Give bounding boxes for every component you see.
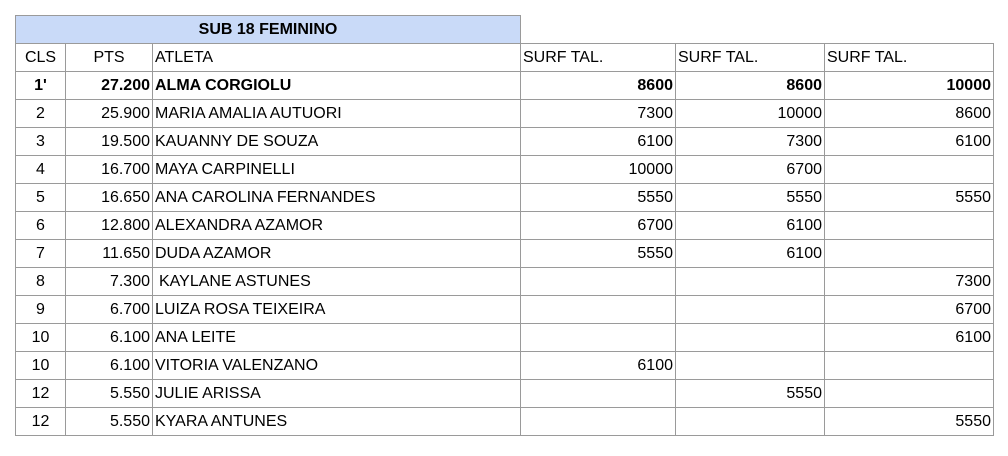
category-title: SUB 18 FEMININO — [16, 16, 521, 44]
cell-cls: 1' — [16, 72, 66, 100]
table-row — [16, 268, 994, 296]
cell-event-3: 8600 — [825, 100, 994, 128]
cell-cls: 10 — [16, 324, 66, 352]
cell-cls: 9 — [16, 296, 66, 324]
cell-cls: 8 — [16, 268, 66, 296]
cell-event-2: 6100 — [676, 240, 825, 268]
cell-cls: 3 — [16, 128, 66, 156]
ranking-sheet — [15, 15, 994, 436]
cell-event-3: 7300 — [825, 268, 994, 296]
cell-event-1: 6700 — [521, 212, 676, 240]
header-atleta: ATLETA — [153, 44, 521, 72]
cell-athlete: ALEXANDRA AZAMOR — [153, 212, 521, 240]
title-row-blank — [521, 16, 994, 44]
cell-athlete: ANA LEITE — [153, 324, 521, 352]
header-event-1: SURF TAL. — [521, 44, 676, 72]
cell-cls: 5 — [16, 184, 66, 212]
cell-event-3: 6100 — [825, 324, 994, 352]
cell-pts: 7.300 — [66, 268, 153, 296]
cell-event-2 — [676, 268, 825, 296]
cell-pts: 5.550 — [66, 380, 153, 408]
cell-event-2: 6700 — [676, 156, 825, 184]
cell-athlete: MAYA CARPINELLI — [153, 156, 521, 184]
cell-cls: 12 — [16, 380, 66, 408]
cell-athlete: VITORIA VALENZANO — [153, 352, 521, 380]
table-row — [16, 100, 994, 128]
cell-event-1: 6100 — [521, 128, 676, 156]
cell-event-1 — [521, 380, 676, 408]
cell-pts: 6.100 — [66, 324, 153, 352]
cell-event-1: 5550 — [521, 184, 676, 212]
cell-event-2: 6100 — [676, 212, 825, 240]
ranking-table — [15, 15, 994, 436]
table-row — [16, 352, 994, 380]
cell-athlete: LUIZA ROSA TEIXEIRA — [153, 296, 521, 324]
cell-pts: 11.650 — [66, 240, 153, 268]
table-row — [16, 184, 994, 212]
header-pts: PTS — [66, 44, 153, 72]
cell-cls: 6 — [16, 212, 66, 240]
cell-event-3: 5550 — [825, 184, 994, 212]
cell-event-2 — [676, 352, 825, 380]
cell-cls: 10 — [16, 352, 66, 380]
cell-event-3: 5550 — [825, 408, 994, 436]
cell-event-2: 10000 — [676, 100, 825, 128]
title-row — [16, 16, 994, 44]
cell-pts: 16.700 — [66, 156, 153, 184]
cell-cls: 7 — [16, 240, 66, 268]
cell-athlete: MARIA AMALIA AUTUORI — [153, 100, 521, 128]
cell-event-1: 5550 — [521, 240, 676, 268]
cell-event-1: 8600 — [521, 72, 676, 100]
table-row — [16, 408, 994, 436]
cell-event-2 — [676, 408, 825, 436]
cell-event-2: 5550 — [676, 380, 825, 408]
cell-event-2: 7300 — [676, 128, 825, 156]
header-event-2: SURF TAL. — [676, 44, 825, 72]
cell-event-2: 5550 — [676, 184, 825, 212]
cell-event-3: 6100 — [825, 128, 994, 156]
cell-pts: 19.500 — [66, 128, 153, 156]
table-row — [16, 156, 994, 184]
table-row — [16, 72, 994, 100]
cell-event-3 — [825, 380, 994, 408]
table-row — [16, 240, 994, 268]
table-row — [16, 324, 994, 352]
cell-event-3 — [825, 240, 994, 268]
cell-event-3: 6700 — [825, 296, 994, 324]
cell-pts: 25.900 — [66, 100, 153, 128]
cell-pts: 12.800 — [66, 212, 153, 240]
cell-event-1: 6100 — [521, 352, 676, 380]
cell-athlete: KYARA ANTUNES — [153, 408, 521, 436]
cell-athlete: DUDA AZAMOR — [153, 240, 521, 268]
cell-athlete: ALMA CORGIOLU — [153, 72, 521, 100]
cell-cls: 12 — [16, 408, 66, 436]
table-row — [16, 212, 994, 240]
cell-athlete: ANA CAROLINA FERNANDES — [153, 184, 521, 212]
cell-cls: 4 — [16, 156, 66, 184]
cell-event-3 — [825, 352, 994, 380]
cell-event-2: 8600 — [676, 72, 825, 100]
cell-athlete: JULIE ARISSA — [153, 380, 521, 408]
cell-event-1 — [521, 296, 676, 324]
cell-event-2 — [676, 324, 825, 352]
cell-event-2 — [676, 296, 825, 324]
table-row — [16, 380, 994, 408]
cell-athlete: KAYLANE ASTUNES — [153, 268, 521, 296]
cell-pts: 6.100 — [66, 352, 153, 380]
cell-event-3: 10000 — [825, 72, 994, 100]
header-event-3: SURF TAL. — [825, 44, 994, 72]
cell-cls: 2 — [16, 100, 66, 128]
cell-athlete: KAUANNY DE SOUZA — [153, 128, 521, 156]
cell-event-1 — [521, 324, 676, 352]
cell-event-3 — [825, 212, 994, 240]
header-cls: CLS — [16, 44, 66, 72]
table-row — [16, 128, 994, 156]
cell-pts: 27.200 — [66, 72, 153, 100]
cell-event-1: 10000 — [521, 156, 676, 184]
cell-event-1 — [521, 268, 676, 296]
cell-pts: 16.650 — [66, 184, 153, 212]
table-row — [16, 296, 994, 324]
header-row — [16, 44, 994, 72]
cell-event-1: 7300 — [521, 100, 676, 128]
cell-event-3 — [825, 156, 994, 184]
cell-pts: 5.550 — [66, 408, 153, 436]
cell-pts: 6.700 — [66, 296, 153, 324]
cell-event-1 — [521, 408, 676, 436]
